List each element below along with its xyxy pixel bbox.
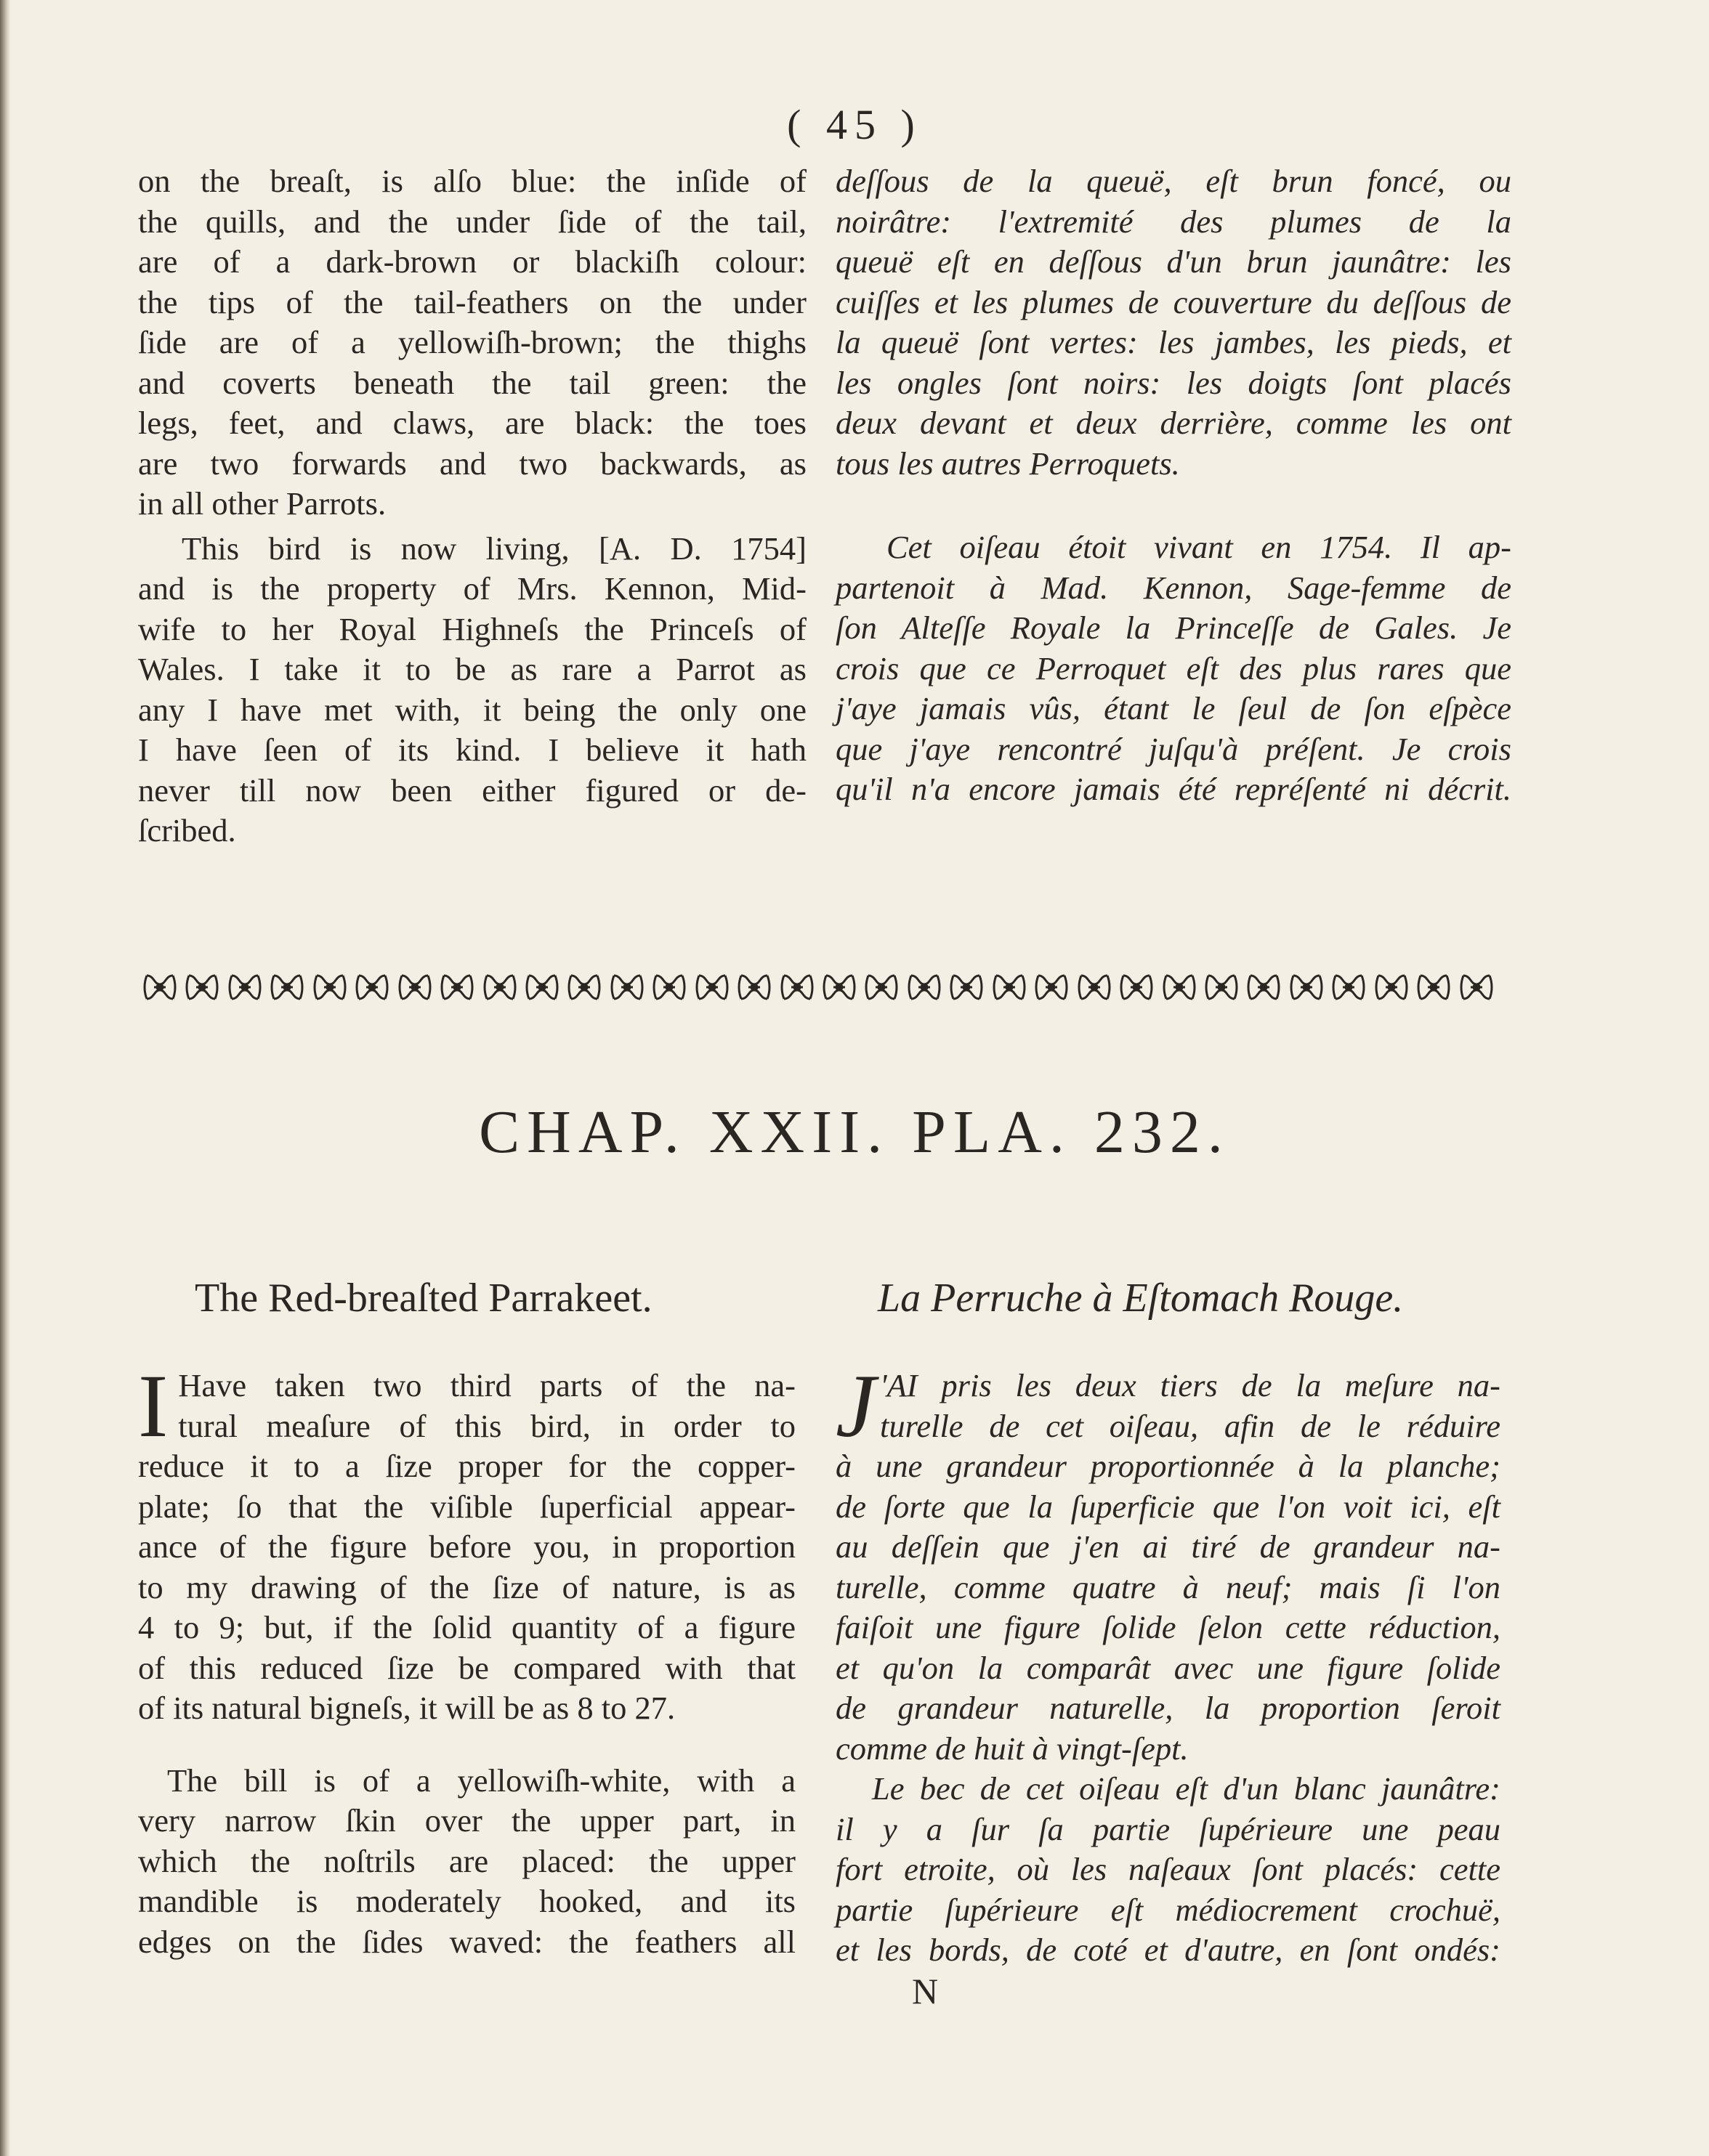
text-line: are of a dark-brown or blackiſh colour: (138, 243, 807, 280)
fleuron-ornament-icon (1459, 971, 1494, 1003)
page-binding-edge (0, 0, 10, 2156)
fleuron-ornament-icon (1331, 971, 1366, 1003)
text-line: I have ſeen of its kind. I believe it hath (138, 732, 807, 768)
text-line: tural meaſure of this bird, in order to (178, 1407, 796, 1444)
text-line: queuë eſt en deſſous d'un brun jaunâtre: les (836, 243, 1511, 280)
fleuron-ornament-icon (907, 971, 942, 1003)
fleuron-ornament-icon (1204, 971, 1239, 1003)
french-paragraph-3 (836, 1356, 1500, 1769)
signature-mark: N (912, 1971, 939, 2011)
english-column-top (138, 161, 807, 851)
fleuron-ornament-icon (652, 971, 687, 1003)
english-paragraph-1 (138, 161, 807, 524)
text-line: deſſous de la queuë, eſt brun foncé, ou (836, 163, 1511, 199)
ornamental-rule (142, 970, 1494, 1005)
text-line: fort etroite, où les naſeaux ſont placés: cette (836, 1851, 1500, 1887)
fleuron-ornament-icon (1374, 971, 1409, 1003)
fleuron-ornament-icon (270, 971, 304, 1003)
text-line: cuiſſes et les plumes de couverture du deſſous de (836, 283, 1511, 320)
text-line: partenoit à Mad. Kennon, Sage-femme de (836, 569, 1511, 606)
chapter-heading: CHAP. XXII. PLA. 232. (479, 1098, 1230, 1166)
text-line: Le bec de cet oiſeau eſt d'un blanc jaunâtre: (872, 1770, 1500, 1807)
english-column-bottom (138, 1356, 796, 1962)
fleuron-ornament-icon (397, 971, 432, 1003)
drop-cap: J (836, 1356, 876, 1456)
text-line: Have taken two third parts of the na- (178, 1367, 796, 1403)
text-line: turelle de cet oiſeau, afin de le réduire (880, 1407, 1500, 1444)
fleuron-ornament-icon (610, 971, 645, 1003)
text-line: mandible is moderately hooked, and its (138, 1883, 796, 1919)
text-line: very narrow ſkin over the upper part, in (138, 1802, 796, 1839)
fleuron-ornament-icon (949, 971, 984, 1003)
text-line: turelle, comme quatre à neuf; mais ſi l'on (836, 1568, 1500, 1605)
text-line: to my drawing of the ſize of nature, is as (138, 1568, 796, 1605)
text-line: et les bords, de coté et d'autre, en ſont ondés: (836, 1932, 1500, 1968)
text-line: il y a ſur ſa partie ſupérieure une peau (836, 1810, 1500, 1847)
text-line: faiſoit une figure ſolide ſelon cette réduction, (836, 1609, 1500, 1645)
english-title-text: The Red-breaſted Parrakeet. (195, 1276, 653, 1321)
text-line: of its natural bigneſs, it will be as 8 to 27. (138, 1690, 676, 1726)
fleuron-ornament-icon (142, 971, 177, 1003)
fleuron-ornament-icon (1077, 971, 1112, 1003)
text-line: This bird is now living, [A. D. 1754] (182, 530, 807, 567)
fleuron-ornament-icon (822, 971, 857, 1003)
text-line: comme de huit à vingt-ſept. (836, 1730, 1189, 1767)
text-line: and coverts beneath the tail green: the (138, 364, 807, 401)
text-line: qu'il n'a encore jamais été repréſenté ni décrit. (836, 771, 1511, 807)
text-line: ſcribed. (138, 812, 236, 848)
text-line: of this reduced ſize be compared with that (138, 1649, 796, 1686)
text-line: de ſorte que la ſuperficie que l'on voit ici, eſt (836, 1488, 1500, 1525)
text-line: j'aye jamais vûs, étant le ſeul de ſon eſpèce (836, 690, 1511, 726)
fleuron-ornament-icon (992, 971, 1027, 1003)
text-line: crois que ce Perroquet eſt des plus rares que (836, 649, 1511, 686)
french-paragraph-2 (836, 527, 1511, 810)
text-line: never till now been either figured or de- (138, 771, 807, 808)
text-line: plate; ſo that the viſible ſuperficial appear- (138, 1488, 796, 1525)
text-line: au deſſein que j'en ai tiré de grandeur na- (836, 1528, 1500, 1565)
fleuron-ornament-icon (695, 971, 730, 1003)
fleuron-ornament-icon (355, 971, 389, 1003)
fleuron-ornament-icon (1119, 971, 1154, 1003)
text-line: on the breaſt, is alſo blue: the inſide of (138, 163, 807, 199)
french-paragraph-1 (836, 161, 1511, 484)
french-column-bottom (836, 1356, 1500, 1971)
text-line: que j'aye rencontré juſqu'à préſent. Je crois (836, 730, 1511, 767)
fleuron-ornament-icon (312, 971, 347, 1003)
fleuron-ornament-icon (1289, 971, 1324, 1003)
fleuron-ornament-icon (737, 971, 772, 1003)
text-line: partie ſupérieure eſt médiocrement crochuë, (836, 1891, 1500, 1928)
text-line: 'AI pris les deux tiers de la meſure na- (880, 1367, 1500, 1403)
text-line: ance of the figure before you, in proportion (138, 1528, 796, 1565)
fleuron-ornament-icon (864, 971, 899, 1003)
text-line: noirâtre: l'extremité des plumes de la (836, 203, 1511, 240)
text-line: les ongles ſont noirs: les doigts ſont placés (836, 364, 1511, 401)
text-line: any I have met with, it being the only one (138, 691, 807, 728)
fleuron-ornament-icon (185, 971, 219, 1003)
fleuron-ornament-icon (227, 971, 262, 1003)
page-number: ( 45 ) (787, 101, 922, 148)
fleuron-ornament-icon (482, 971, 517, 1003)
text-line: et qu'on la comparât avec une figure ſolide (836, 1649, 1500, 1686)
text-line: the tips of the tail-feathers on the under (138, 283, 807, 320)
text-line: 4 to 9; but, if the ſolid quantity of a figure (138, 1609, 796, 1645)
text-line: Wales. I take it to be as rare a Parrot as (138, 651, 807, 687)
fleuron-ornament-icon (1246, 971, 1281, 1003)
fleuron-ornament-icon (780, 971, 815, 1003)
text-line: à une grandeur proportionnée à la planche; (836, 1448, 1500, 1484)
text-line: are two forwards and two backwards, as (138, 445, 807, 482)
fleuron-ornament-icon (1416, 971, 1451, 1003)
fleuron-ornament-icon (567, 971, 602, 1003)
text-line: deux devant et deux derrière, comme les ont (836, 405, 1511, 441)
text-line: The bill is of a yellowiſh-white, with a (167, 1762, 796, 1799)
text-line: wife to her Royal Highneſs the Princeſs of (138, 610, 807, 647)
text-line: tous les autres Perroquets. (836, 445, 1180, 482)
english-title (195, 1275, 653, 1321)
fleuron-ornament-icon (440, 971, 474, 1003)
drop-cap: I (138, 1356, 169, 1456)
text-line: la queuë ſont vertes: les jambes, les pieds, et (836, 324, 1511, 360)
fleuron-ornament-icon (525, 971, 559, 1003)
english-paragraph-4 (138, 1761, 796, 1963)
french-paragraph-4 (836, 1769, 1500, 1971)
fleuron-ornament-icon (1034, 971, 1069, 1003)
fleuron-ornament-icon (1162, 971, 1197, 1003)
english-paragraph-3 (138, 1356, 796, 1729)
english-paragraph-2 (138, 529, 807, 851)
french-column-top (836, 161, 1511, 810)
text-line: reduce it to a ſize proper for the copper- (138, 1448, 796, 1484)
text-line: de grandeur naturelle, la proportion ſeroit (836, 1690, 1500, 1726)
text-line: in all other Parrots. (138, 485, 387, 522)
text-line: edges on the ſides waved: the feathers all (138, 1923, 796, 1960)
french-title (878, 1275, 1403, 1321)
text-line: and is the property of Mrs. Kennon, Mid- (138, 570, 807, 607)
text-line: which the noſtrils are placed: the upper (138, 1842, 796, 1879)
text-line: ſide are of a yellowiſh-brown; the thighs (138, 324, 807, 360)
text-line: ſon Alteſſe Royale la Princeſſe de Gales. Je (836, 609, 1511, 646)
text-line: Cet oiſeau étoit vivant en 1754. Il ap- (886, 529, 1511, 565)
french-title-text: La Perruche à Eſtomach Rouge. (878, 1276, 1404, 1321)
text-line: legs, feet, and claws, are black: the toes (138, 405, 807, 441)
text-line: the quills, and the under ſide of the tail, (138, 203, 807, 240)
